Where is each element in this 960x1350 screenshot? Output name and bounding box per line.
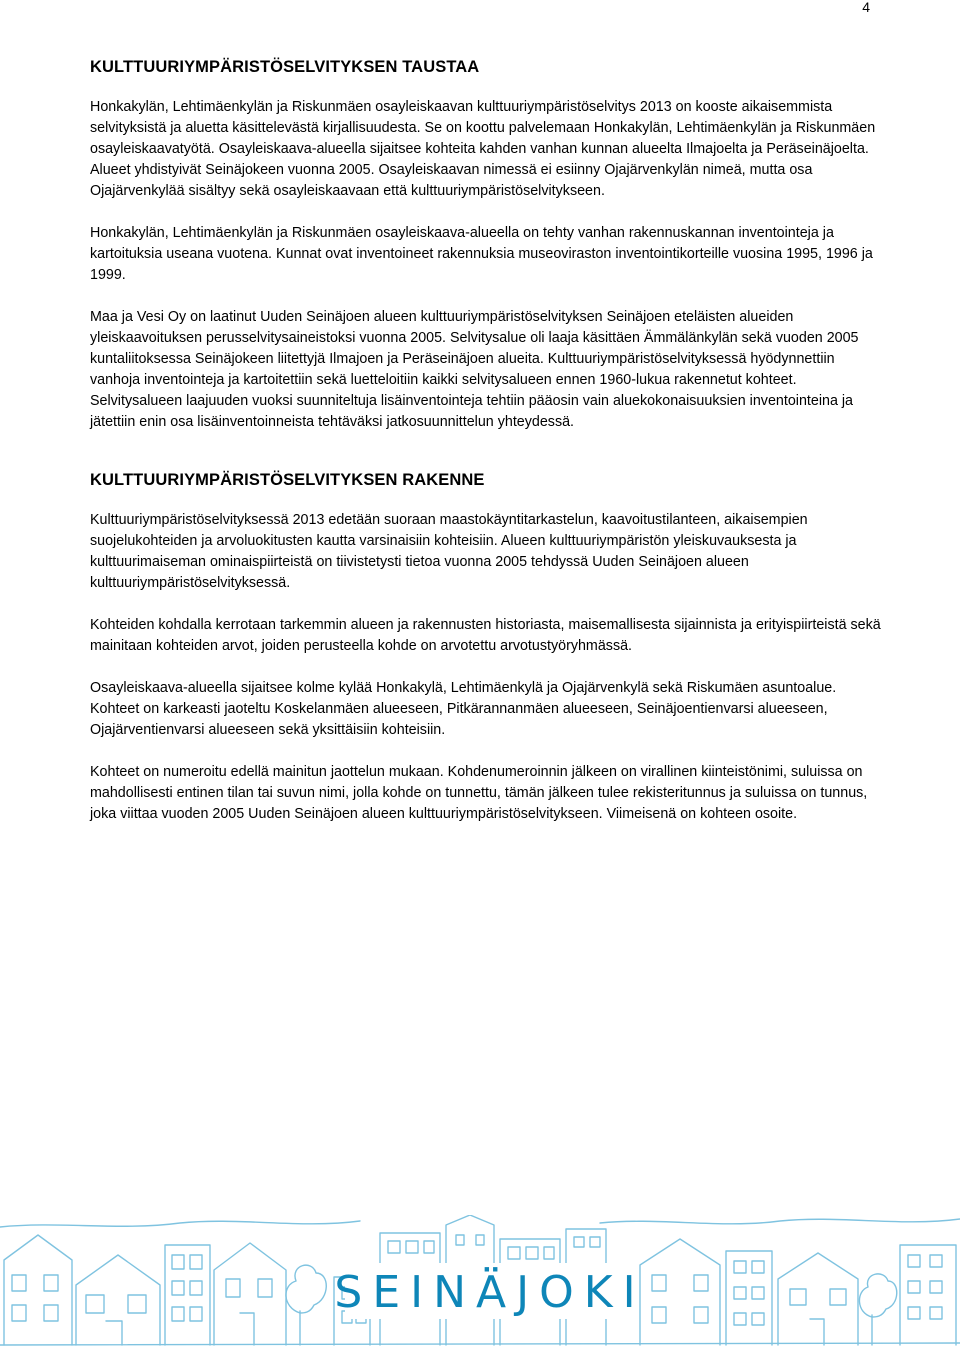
seinajoki-logo: SEINÄJOKI <box>334 1267 646 1318</box>
footer-city-illustration <box>0 1215 960 1350</box>
paragraph: Maa ja Vesi Oy on laatinut Uuden Seinäjoen alueen kulttuuriympäristöselvityksen Seinäjoen eteläisten alueiden yleiskaavoituksen perusselvitysaineistoksi vuonna 2005. Selvitysalue oli laaja käsittäen Ämmälänkylän sekä vuoden 2005 kuntaliitoksessa Seinäjokeen liitettyjä Ilmajoen ja Peräseinäjoen alueita. Kulttuuriympäristöselvityksessä hyödynnettiin vanhoja inventointeja ja kartoitettiin sekä luetteloitiin kaikki selvitysalueen ennen 1960-lukua rakennetut kohteet. Selvitysalueen laajuuden vuoksi suunniteltuja lisäinventointeja tehtiin pääosin vain aluekokonaisuuksien inventointeina ja jätettiin enin osa lisäinventoinneista tehtäväksi jatkosuunnittelun yhteydessä. <box>90 309 859 430</box>
paragraph: Kohteet on numeroitu edellä mainitun jaottelun mukaan. Kohdenumeroinnin jälkeen on virallinen kiinteistönimi, suluissa on mahdollisesti entinen tilan tai suvun nimi, jolla kohde on tunnettu, tämän jälkeen tulee rekisteritunnus ja suluissa on tunnus, joka viittaa vuoden 2005 Uuden Seinäjoen alueen kulttuuriympäristöselvitykseen. Viimeisenä on kohteen osoite. <box>90 764 868 822</box>
paragraph: Osayleiskaava-alueella sijaitsee kolme kylää Honkakylä, Lehtimäenkylä ja Ojajärvenkylä sekä Riskumäen asuntoalue. Kohteet on karkeasti jaoteltu Koskelanmäen alueeseen, Pitkärannanmäen alueeseen, Seinäjoentienvarsi alueeseen, Ojajärventienvarsi alueeseen sekä yksittäisiin kohteisiin. <box>90 680 837 738</box>
city-houses-sketch <box>0 1215 960 1350</box>
paragraph: Honkakylän, Lehtimäenkylän ja Riskunmäen osayleiskaavan kulttuuriympäristöselvitys 2013 on kooste aikaisemmista selvityksistä ja aluetta käsittelevästä kirjallisuudesta. Se on koottu palvelemaan Honkakylän, Lehtimäenkylän ja Riskunmäen osayleiskaavatyötä. Osayleiskaava-alueella sijaitsee kohteita kahden vanhan kunnan alueelta Ilmajoelta ja Peräseinäjoelta. Alueet yhdistyivät Seinäjokeen vuonna 2005. Osayleiskaavan nimessä ei esiinny Ojajärvenkylän nimeä, mutta osa Ojajärvenkylää sisältyy sekä osayleiskaavaan että kulttuuriympäristöselvitykseen. <box>90 99 876 199</box>
section-heading-rakenne: KULTTUURIYMPÄRISTÖSELVITYKSEN RAKENNE <box>90 471 485 489</box>
section-heading-taustaa: KULTTUURIYMPÄRISTÖSELVITYKSEN TAUSTAA <box>90 58 480 76</box>
document-body <box>90 58 882 846</box>
paragraph: Kulttuuriympäristöselvityksessä 2013 edetään suoraan maastokäyntitarkastelun, kaavoitustilanteen, aikaisempien suojelukohteiden ja arvoluokitusten kautta varsinaisiin kohteisiin. Alueen kulttuuriympäristön yleiskuvauksesta ja kulttuurimaiseman ominaispiirteistä on tiivistetysti tietoa vuonna 2005 tehdyssä Uuden Seinäjoen alueen kulttuuriympäristöselvityksessä. <box>90 512 808 591</box>
paragraph: Honkakylän, Lehtimäenkylän ja Riskunmäen osayleiskaava-alueella on tehty vanhan rakennuskannan inventointeja ja kartoituksia useana vuotena. Kunnat ovat inventoineet rakennuksia museoviraston inventointikorteille vuosina 1995, 1996 ja 1999. <box>90 225 873 283</box>
page-number: 4 <box>862 0 870 15</box>
paragraph: Kohteiden kohdalla kerrotaan tarkemmin alueen ja rakennusten historiasta, maisemallisesta sijainnista ja erityispiirteistä sekä mainitaan kohteiden arvot, joiden perusteella kohde on arvotettu arvotustyöryhmässä. <box>90 617 881 654</box>
